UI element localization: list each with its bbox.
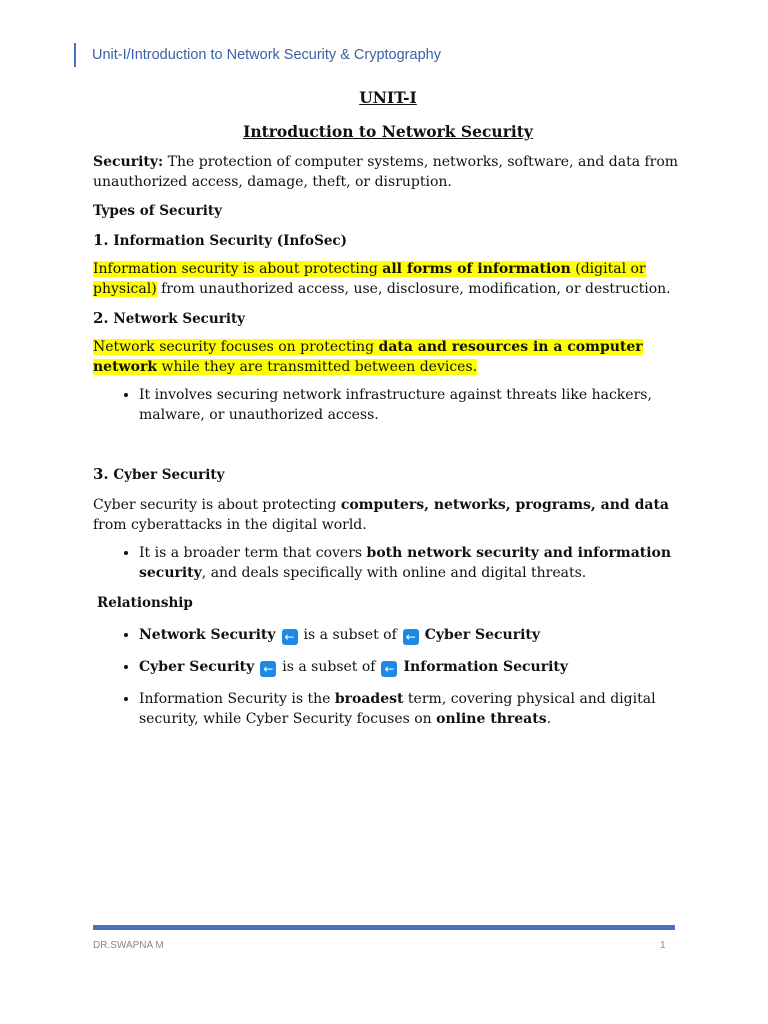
header-title: Unit-I/Introduction to Network Security & Cryptography: [92, 47, 441, 63]
relationship-item: • Network Security ← is a subset of ← Cyber Security: [139, 625, 683, 645]
relationship-item: • Information Security is the broadest term, covering physical and digital security, while Cyber Security focuses on online threats.: [139, 689, 683, 729]
document-body: [93, 86, 683, 741]
left-arrow-icon: ←: [381, 661, 397, 677]
section-1-paragraph: Information security is about protecting all forms of information (digital or physical) from unauthorized access, use, disclosure, modification, or destruction.: [93, 261, 671, 297]
security-term: Security:: [93, 154, 164, 170]
relationship-heading: Relationship: [97, 595, 193, 611]
left-arrow-icon: ←: [260, 661, 276, 677]
section-3-list: [93, 543, 683, 583]
list-item: • It is a broader term that covers both network security and information security, and deals specifically with online and digital threats.: [139, 543, 683, 583]
section-2-paragraph: Network security focuses on protecting data and resources in a computer network while they are transmitted between devices.: [93, 339, 643, 375]
section-3-heading: 3. Cyber Security: [93, 465, 225, 483]
list-item: • It involves securing network infrastructure against threats like hackers, malware, or unauthorized access.: [139, 385, 683, 425]
security-definition: [93, 152, 683, 192]
section-2-heading: 2. Network Security: [93, 309, 246, 327]
section-1-heading: 1. Information Security (InfoSec): [93, 231, 348, 249]
footer-author: DR.SWAPNA M: [93, 940, 164, 951]
header-accent-bar: [74, 43, 76, 67]
relationship-list: [93, 625, 683, 729]
footer-accent-bar: [93, 925, 675, 930]
left-arrow-icon: ←: [282, 629, 298, 645]
relationship-item: • Cyber Security ← is a subset of ← Information Security: [139, 657, 683, 677]
page-header: [74, 42, 441, 68]
page-number: 1: [660, 940, 666, 951]
left-arrow-icon: ←: [403, 629, 419, 645]
types-heading: Types of Security: [93, 203, 222, 219]
section-3-paragraph: Cyber security is about protecting computers, networks, programs, and data from cyberattacks in the digital world.: [93, 497, 669, 533]
section-2-list: [93, 385, 683, 425]
security-definition-text: The protection of computer systems, networks, software, and data from unauthorized access, damage, theft, or disruption.: [93, 154, 679, 190]
document-title: Introduction to Network Security: [243, 122, 533, 141]
unit-heading: UNIT-I: [359, 88, 417, 107]
